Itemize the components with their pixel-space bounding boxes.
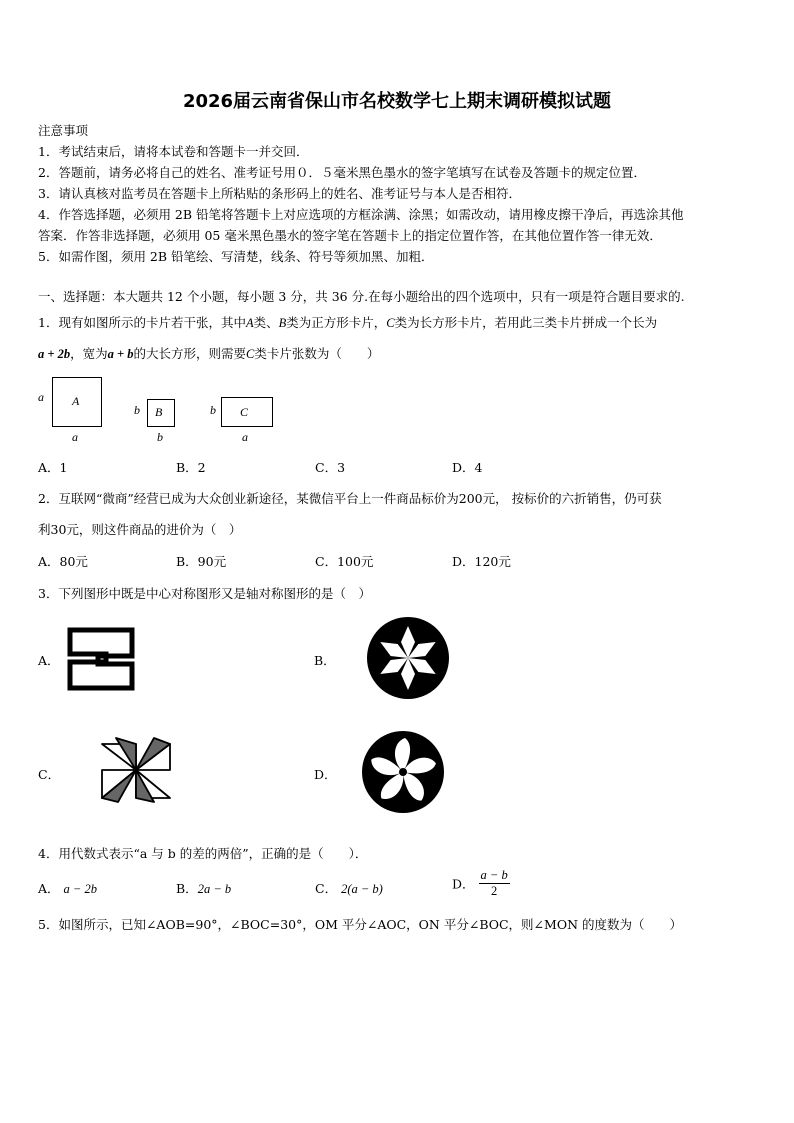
page-title: 2026届云南省保山市名校数学七上期末调研模拟试题	[182, 91, 612, 112]
q1-option-a: A．1	[38, 460, 68, 475]
q3-figure-a-interlock	[66, 626, 136, 692]
q4-option-b	[176, 879, 231, 897]
section-heading: 一、选择题：本大题共 12 个小题，每小题 3 分，共 36 分.在每小题给出的四个选项中，只有一项是符合题目要求的.	[38, 289, 685, 304]
q1-var-a-class: A	[245, 316, 254, 330]
q4-option-c-expr: 2(a − b)	[341, 882, 383, 896]
q1-line1	[38, 313, 657, 331]
notice-item-3: 3．请认真核对监考员在答题卡上所粘贴的条形码上的姓名、准考证号与本人是否相符．	[38, 186, 521, 201]
q1-text-part: 类、	[253, 315, 279, 330]
q5-question: 5．如图所示，已知∠AOB=90°，∠BOC=30°，OM 平分∠AOC，ON 平分∠BOC，则∠MON 的度数为（ ）	[38, 917, 682, 932]
q1-text-part: 类卡片张数为（ ）	[254, 346, 380, 361]
q3-option-a-label: A．	[38, 653, 60, 668]
q4-question: 4．用代数式表示“a 与 b 的差的两倍”，正确的是（ ）．	[38, 846, 368, 861]
card-c-label: C	[240, 405, 249, 419]
q1-option-d: D．4	[452, 460, 483, 475]
q1-var-c-class: C	[386, 316, 395, 330]
q1-width-expr: a + b	[107, 347, 134, 361]
q4-option-b-expr: 2a − b	[197, 882, 232, 896]
q4-option-a	[38, 879, 97, 897]
card-c-bottom-label: a	[242, 430, 248, 444]
notice-item-2: 2．答题前，请务必将自己的姓名、准考证号用０．５毫米黑色墨水的签字笔填写在试卷及答题卡的规定位置．	[38, 165, 646, 180]
notice-item-5: 5．如需作图，须用 2B 铅笔绘、写清楚，线条、符号等须加黑、加粗．	[38, 249, 434, 264]
card-b-side-label: b	[134, 403, 140, 417]
q2-option-d: D．120元	[452, 554, 511, 569]
card-b-bottom-label: b	[157, 430, 163, 444]
q4-option-d-fraction	[479, 868, 510, 899]
q2-option-b: B．90元	[176, 554, 227, 569]
q3-figure-c-pinwheel	[98, 736, 174, 804]
q4-option-label: C．	[315, 881, 338, 896]
q1-option-b: B．2	[176, 460, 206, 475]
q1-var-b-class: B	[278, 316, 287, 330]
q4-option-label: D．	[452, 876, 475, 892]
q2-line1: 2．互联网“微商”经营已成为大众创业新途径，某微信平台上一件商品标价为200元， 按标价的六折销售，仍可获	[38, 491, 662, 506]
q1-text-part: 类为正方形卡片，	[286, 315, 387, 330]
q1-text-part: 类为长方形卡片，若用此三类卡片拼成一个长为	[394, 315, 658, 330]
q3-question: 3．下列图形中既是中心对称图形又是轴对称图形的是（ ）	[38, 586, 371, 601]
q2-line2: 利30元，则这件商品的进价为（ ）	[38, 522, 242, 537]
fraction-numerator: a − b	[480, 868, 508, 882]
q4-option-label: A．	[38, 881, 60, 896]
q1-text-part: 的大长方形，则需要	[133, 346, 247, 361]
q2-option-a: A．80元	[38, 554, 88, 569]
q1-var-c-class: C	[246, 347, 255, 361]
card-c-side-label: b	[210, 403, 216, 417]
card-a-side-label: a	[38, 390, 44, 404]
q3-option-d-label: D．	[314, 767, 337, 782]
notice-item-4: 4．作答选择题，必须用 2B 铅笔将答题卡上对应选项的方框涂满、涂黑；如需改动，请用橡皮擦干净后，再选涂其他	[38, 207, 684, 222]
q3-option-b-label: B．	[314, 653, 336, 668]
q1-text-part: ，宽为	[70, 346, 108, 361]
notice-item-4-cont: 答案．作答非选择题，必须用 05 毫米黑色墨水的签字笔在答题卡上的指定位置作答，在其他位置作答一律无效．	[38, 228, 662, 243]
q3-figure-d-bauhinia	[361, 730, 445, 814]
q1-option-c: C．3	[315, 460, 346, 475]
notice-heading: 注意事项	[38, 123, 89, 138]
q4-option-d	[452, 868, 510, 899]
card-a-bottom-label: a	[72, 430, 78, 444]
card-a-label: A	[72, 394, 80, 408]
card-b-label: B	[155, 405, 163, 419]
q2-option-c: C．100元	[315, 554, 374, 569]
notice-item-1: 1．考试结束后，请将本试卷和答题卡一并交回．	[38, 144, 309, 159]
q4-option-a-expr: a − 2b	[63, 882, 97, 896]
q4-option-label: B．	[176, 881, 198, 896]
q1-text-part: 1．现有如图所示的卡片若干张，其中	[38, 315, 246, 330]
q1-line2	[38, 344, 379, 362]
fraction-denominator: 2	[490, 884, 498, 898]
q1-length-expr: a + 2b	[38, 347, 71, 361]
q3-figure-b-snowflake	[366, 616, 450, 700]
q3-option-c-label: C．	[38, 767, 61, 782]
q4-option-c	[315, 879, 383, 897]
